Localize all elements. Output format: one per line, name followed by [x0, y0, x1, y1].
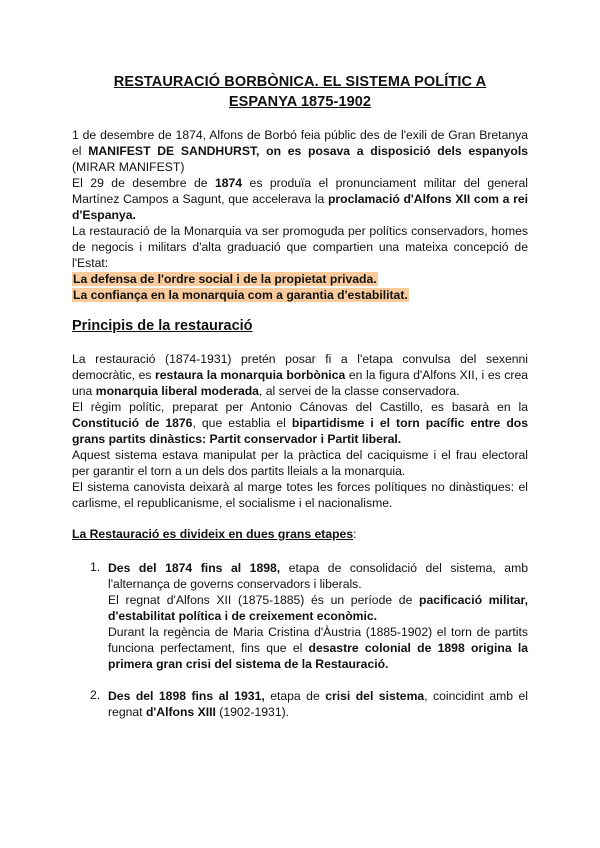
text-bold: desastre colonial de 1898 origina la primera gran crisi del sistema de la Restauració.	[108, 641, 528, 671]
principis-paragraph-1	[72, 351, 528, 399]
colon: :	[353, 527, 357, 541]
text: 1 de desembre de 1874, Alfons de Borbó feia públic des de l'exili de Gran Bretanya el	[72, 128, 528, 158]
text-bold: bipartidisme i el torn pacífic entre dos grans partits dinàstics: Partit conservador i Partit liberal.	[72, 416, 528, 446]
list-item-2	[108, 688, 528, 720]
text: es produïa el pronunciament militar del general Martínez Campos a Sagunt, que accelerava la	[72, 176, 528, 206]
text: etapa de	[264, 689, 326, 703]
text: (1902-1931).	[215, 705, 290, 719]
text: , que establia el	[192, 416, 292, 430]
text-bold: Constitució de 1876	[72, 416, 193, 430]
principis-section	[72, 351, 528, 511]
intro-paragraph-2	[72, 175, 528, 223]
text-bold: monarquia liberal moderada	[95, 384, 259, 398]
text: , coincidint amb el regnat	[108, 689, 528, 719]
intro-paragraph-1	[72, 127, 528, 175]
intro-section	[72, 127, 528, 303]
list-item-1-p2	[108, 592, 528, 624]
text: en la figura d'Alfons XII, i es crea una	[72, 368, 529, 398]
text-bold: crisi del sistema	[325, 689, 425, 703]
principis-paragraph-2	[72, 399, 528, 447]
text-bold: 1874	[214, 176, 243, 190]
text-bold: d'Alfons XIII	[145, 705, 216, 719]
highlighted-text: La confiança en la monarquia com a garantia d'estabilitat.	[73, 288, 408, 302]
list-item-1	[108, 560, 528, 672]
principis-paragraph-3: Aquest sistema estava manipulat per la pràctica del caciquisme i el frau electoral per garantir el torn a un dels dos partits lleials a la monarquia.	[72, 448, 528, 478]
text-bold: pacificació militar, d'estabilitat política i de creixement econòmic.	[108, 593, 529, 623]
title-line-2: ESPANYA 1875-1902	[228, 94, 372, 110]
text-bold: Des del 1898 fins al 1931,	[108, 689, 265, 703]
text: etapa de consolidació del sistema, amb l'alternança de governs conservadors i liberals.	[108, 561, 528, 591]
text: El 29 de desembre de	[72, 176, 215, 190]
text-bold: Des del 1874 fins al 1898,	[108, 561, 281, 575]
principis-paragraph-4: El sistema canovista deixarà al marge totes les forces polítiques no dinàstiques: el carlisme, el republicanisme, el socialisme i el nacionalisme.	[72, 480, 528, 510]
intro-paragraph-3: La restauració de la Monarquia va ser promoguda per polítics conservadors, homes de negocis i militars d'alta graduació que compartien una mateixa concepció de l'Estat:	[72, 224, 528, 270]
list-number-2: 2.	[90, 688, 101, 702]
text-bold: restaura la monarquia borbònica	[155, 368, 346, 382]
highlight-1	[72, 271, 528, 287]
highlighted-text: La defensa de l'ordre social i de la propietat privada.	[73, 272, 377, 286]
highlight-2	[72, 287, 528, 303]
list-item-2-p1	[108, 688, 528, 720]
etapes-subheading	[72, 527, 357, 541]
title-line-1: RESTAURACIÓ BORBÒNICA. EL SISTEMA POLÍTIC A	[113, 74, 487, 90]
subheading-text: La Restauració es divideix en dues grans etapes	[72, 527, 354, 541]
list-number-1: 1.	[90, 560, 101, 574]
section-heading-principis: Principis de la restauració	[72, 318, 253, 334]
text-bold: proclamació d'Alfons XII com a rei d'Espanya.	[72, 192, 528, 222]
text: El regnat d'Alfons XII (1875-1885) és un període de	[108, 593, 420, 607]
list-item-1-p1	[108, 560, 528, 592]
text: La restauració (1874-1931) pretén posar fi a l'etapa convulsa del sexenni democràtic, es	[72, 352, 528, 382]
text: Durant la regència de Maria Cristina d'Àustria (1885-1902) el torn de partits funciona perfectament, fins que el	[108, 625, 528, 655]
text: (MIRAR MANIFEST)	[72, 160, 185, 174]
text: El règim polític, preparat per Antonio Cánovas del Castillo, es basarà en la	[72, 400, 528, 414]
text-bold: MANIFEST DE SANDHURST, on es posava a disposició dels espanyols	[88, 144, 529, 158]
page-title	[72, 72, 528, 112]
list-item-1-p3	[108, 624, 528, 672]
text: , al servei de la classe conservadora.	[258, 384, 460, 398]
